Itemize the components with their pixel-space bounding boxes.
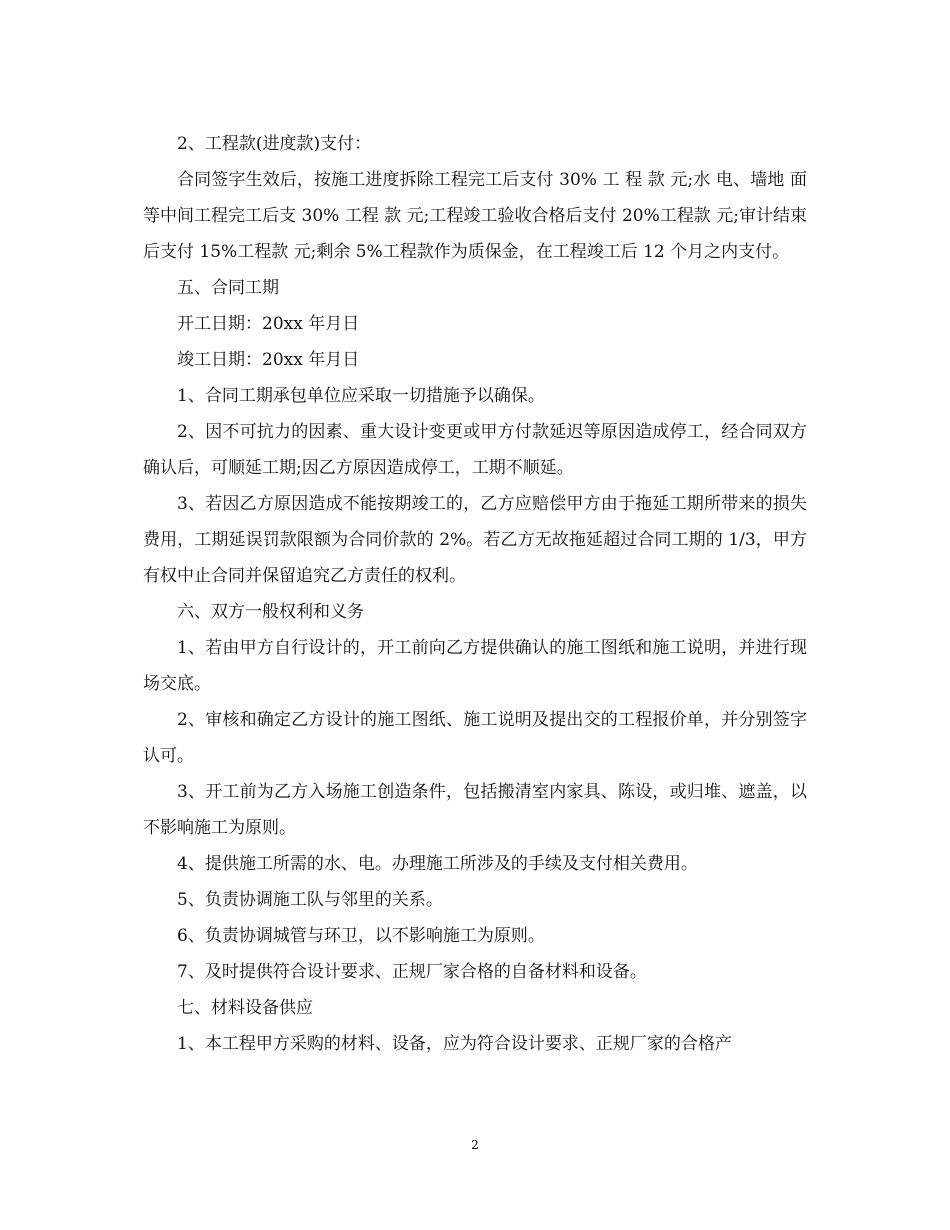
document-body xyxy=(143,126,807,1062)
paragraph-rights-clause-2: 2、审核和确定乙方设计的施工图纸、施工说明及提出交的工程报价单，并分别签字认可。 xyxy=(143,710,807,766)
paragraph-rights-clause-6: 6、负责协调城管与环卫，以不影响施工为原则。 xyxy=(177,926,545,946)
section-heading-rights-obligations: 六、双方一般权利和义务 xyxy=(177,602,364,622)
paragraph-rights-clause-1: 1、若由甲方自行设计的，开工前向乙方提供确认的施工图纸和施工说明，并进行现场交底。 xyxy=(143,638,807,694)
section-heading-material-supply: 七、材料设备供应 xyxy=(177,998,313,1018)
paragraph-period-clause-1: 1、合同工期承包单位应采取一切措施予以确保。 xyxy=(177,386,545,406)
paragraph-period-clause-2: 2、因不可抗力的因素、重大设计变更或甲方付款延迟等原因造成停工，经合同双方确认后，可顺延工期;因乙方原因造成停工，工期不顺延。 xyxy=(143,422,807,478)
paragraph-completion-date: 竣工日期：20xx 年月日 xyxy=(177,350,360,370)
paragraph-rights-clause-5: 5、负责协调施工队与邻里的关系。 xyxy=(177,890,443,910)
paragraph-rights-clause-7: 7、及时提供符合设计要求、正规厂家合格的自备材料和设备。 xyxy=(177,962,647,982)
paragraph-material-clause-1: 1、本工程甲方采购的材料、设备，应为符合设计要求、正规厂家的合格产 xyxy=(177,1034,732,1054)
paragraph-rights-clause-3: 3、开工前为乙方入场施工创造条件，包括搬清室内家具、陈设，或归堆、遮盖，以不影响施工为原则。 xyxy=(143,782,807,838)
paragraph-payment-heading: 2、工程款(进度款)支付： xyxy=(177,134,372,154)
paragraph-start-date: 开工日期：20xx 年月日 xyxy=(177,314,360,334)
section-heading-contract-period: 五、合同工期 xyxy=(177,278,279,298)
page-number: 2 xyxy=(471,1138,479,1152)
paragraph-rights-clause-4: 4、提供施工所需的水、电。办理施工所涉及的手续及支付相关费用。 xyxy=(177,854,698,874)
paragraph-payment-terms: 合同签字生效后，按施工进度拆除工程完工后支付 30% 工 程 款 元;水 电、墙地 面等中间工程完工后支 30% 工程 款 元;工程竣工验收合格后支付 20%工程款 元;审计结束后支付 15%工程款 元;剩余 5%工程款作为质保金，在工程竣工后 12 个月之内支付。 xyxy=(143,170,807,262)
paragraph-period-clause-3: 3、若因乙方原因造成不能按期竣工的，乙方应赔偿甲方由于拖延工期所带来的损失费用，工期延误罚款限额为合同价款的 2%。若乙方无故拖延超过合同工期的 1/3，甲方有权中止合同并保留追究乙方责任的权利。 xyxy=(143,494,807,586)
